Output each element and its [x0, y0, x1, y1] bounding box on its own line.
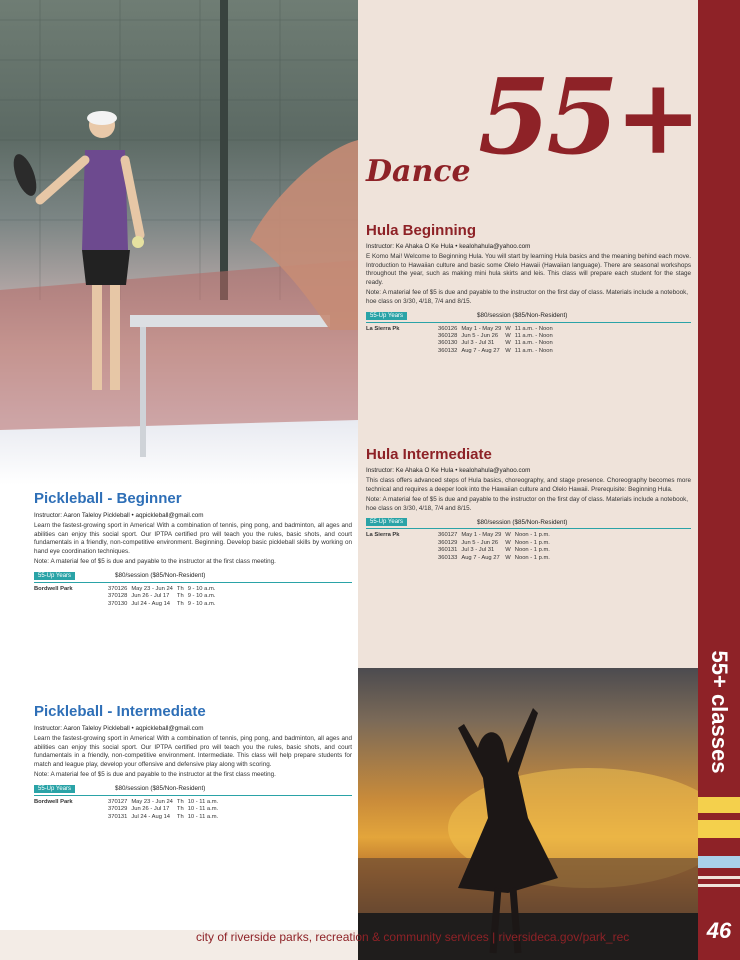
time: Noon - 1 p.m. [514, 547, 550, 554]
day: W [505, 532, 511, 539]
location-cell: La Sierra Pk [366, 325, 400, 332]
date-range: May 1 - May 29 [461, 532, 502, 539]
date-range: Jul 3 - Jul 31 [461, 547, 495, 554]
fee-row [366, 518, 691, 526]
age-badge: 55-Up Years [366, 312, 407, 320]
time: 10 - 11 a.m. [187, 813, 219, 820]
section-title: Hula Beginning [366, 222, 476, 239]
day: Th [176, 593, 184, 600]
time: Noon - 1 p.m. [514, 532, 550, 539]
pickleball-photo-illustration [0, 0, 358, 485]
hula-beginning-section [366, 222, 691, 355]
date-range: Jun 26 - Jul 17 [131, 806, 170, 813]
course-code: 360129 [438, 539, 458, 546]
age-badge: 55-Up Years [366, 518, 407, 526]
fee-text: $80/session ($85/Non-Resident) [115, 785, 206, 793]
color-stripe [698, 876, 740, 879]
table-row [34, 586, 219, 593]
section-title: Pickleball - Intermediate [34, 703, 206, 720]
location-cell: Bordwell Park [34, 585, 73, 592]
table-row [34, 601, 219, 608]
day: Th [176, 806, 184, 813]
pickleball-intermediate-section [34, 703, 352, 821]
course-code: 360126 [438, 325, 458, 332]
table-row [366, 540, 554, 547]
date-range: Jun 5 - Jun 26 [461, 332, 499, 339]
class-description: Learn the fastest-growing sport in America! With a combination of tennis, ping pong, and badminton, all ages and abilities can enjoy this social sport. Our IPTPA certified pro will teach you the rules, basic shots, and court fundamentals in a friendly, non-competitive environment. Intermediate. This class will help prepare students for match and league play, develop your offensive and defensive play along with scoring. [34, 735, 352, 768]
table-row [34, 593, 219, 600]
empty-cell [366, 547, 438, 554]
course-code: 370129 [108, 806, 128, 813]
age-badge: 55-Up Years [34, 572, 75, 580]
instructor-line: Instructor: Aaron Taleloy Pickleball • aqpickleball@gmail.com [34, 512, 204, 519]
date-range: Jun 5 - Jun 26 [461, 539, 499, 546]
time: 9 - 10 a.m. [187, 600, 216, 607]
empty-cell [366, 540, 438, 547]
table-row [34, 799, 222, 806]
hula-sunset-photo [358, 668, 698, 960]
time: Noon - 1 p.m. [514, 554, 550, 561]
day: Th [176, 600, 184, 607]
divider [34, 582, 352, 583]
time: Noon - 1 p.m. [514, 539, 550, 546]
time: 11 a.m. - Noon [514, 347, 553, 354]
table-row [366, 532, 554, 539]
section-title: Pickleball - Beginner [34, 490, 182, 507]
age-label: 55+ [478, 55, 698, 178]
time: 11 a.m. - Noon [514, 340, 553, 347]
course-code: 360130 [438, 340, 458, 347]
table-row [366, 326, 557, 333]
day: W [505, 554, 511, 561]
hula-intermediate-section [366, 446, 691, 562]
age-badge: 55-Up Years [34, 785, 75, 793]
day: W [505, 325, 511, 332]
time: 9 - 10 a.m. [187, 593, 216, 600]
empty-cell [366, 340, 438, 347]
date-range: Jul 24 - Aug 14 [131, 600, 171, 607]
course-code: 360132 [438, 347, 458, 354]
class-note: Note: A material fee of $5 is due and payable to the instructor at the first class meeting. [34, 771, 276, 779]
fee-row [34, 785, 352, 793]
instructor-line: Instructor: Ke Ahaka O Ke Hula • kealohahula@yahoo.com [366, 243, 531, 250]
course-code: 360133 [438, 554, 458, 561]
empty-cell [366, 348, 438, 355]
empty-cell [34, 806, 108, 813]
class-note: Note: A material fee of $5 is due and payable to the instructor on the first day of class. Materials include a notebook, hoe class on 3/30, 4/18, 7/4 and 8/15. [366, 289, 689, 305]
day: W [505, 332, 511, 339]
section-title: Hula Intermediate [366, 446, 492, 463]
course-code: 360127 [438, 532, 458, 539]
day: W [505, 340, 511, 347]
course-code: 370128 [108, 593, 128, 600]
sidebar-label: 55+ classes [707, 650, 732, 774]
course-code: 360128 [438, 332, 458, 339]
day: Th [176, 798, 184, 805]
dance-word: Dance [366, 154, 471, 189]
class-description: This class offers advanced steps of Hula basics, choreography, and stage presence. Choreography becomes more technical and requires a deeper look into the Hawaiian culture and Olelo Hawaii. Prerequisite: Beginning Hula. [366, 477, 691, 493]
table-row [366, 555, 554, 562]
empty-cell [366, 333, 438, 340]
day: W [505, 539, 511, 546]
time: 10 - 11 a.m. [187, 798, 219, 805]
class-description: E Komo Mai! Welcome to Beginning Hula. You will start by learning Hula basics and the meaning behind each move. Introduction to Hawaiian culture and basic some Olelo Hawaii (Hawaiian language). There are seasonal workshops throughout the year, such as making mini hula skirts and leis. This class will prepare each student for the stage ready. [366, 253, 691, 286]
divider [34, 795, 352, 796]
pickleball-beginner-section [34, 490, 352, 608]
day: W [505, 547, 511, 554]
footer-text: city of riverside parks, recreation & community services | riversideca.gov/park_rec [196, 930, 630, 944]
date-range: Aug 7 - Aug 27 [461, 347, 500, 354]
table-row [366, 333, 557, 340]
empty-cell [34, 601, 108, 608]
class-note: Note: A material fee of $5 is due and payable to the instructor at the first class meeting. [34, 558, 276, 566]
instructor-line: Instructor: Ke Ahaka O Ke Hula • kealohahula@yahoo.com [366, 467, 531, 474]
date-range: Jul 3 - Jul 31 [461, 340, 495, 347]
table-row [34, 814, 222, 821]
fee-row [34, 572, 352, 580]
fee-text: $80/session ($85/Non-Resident) [477, 518, 568, 526]
empty-cell [34, 814, 108, 821]
table-row [366, 340, 557, 347]
color-stripe [698, 856, 740, 868]
table-row [366, 547, 554, 554]
schedule-table [366, 532, 554, 562]
schedule-table [34, 799, 222, 821]
table-row [366, 348, 557, 355]
fee-row [366, 312, 691, 320]
course-code: 370126 [108, 585, 128, 592]
fee-text: $80/session ($85/Non-Resident) [115, 572, 206, 580]
date-range: May 23 - Jun 24 [131, 585, 173, 592]
color-stripe [698, 797, 740, 813]
schedule-table [34, 586, 219, 608]
course-code: 370131 [108, 813, 128, 820]
day: Th [176, 585, 184, 592]
divider [366, 528, 691, 529]
class-note: Note: A material fee of $5 is due and payable to the instructor on the first day of class. Materials include a notebook, hoe class on 3/30, 4/18, 7/4 and 8/15. [366, 496, 689, 512]
section-sidebar [698, 0, 740, 960]
hula-photo-illustration [358, 668, 698, 960]
time: 9 - 10 a.m. [187, 585, 216, 592]
time: 11 a.m. - Noon [514, 325, 553, 332]
location-cell: Bordwell Park [34, 798, 73, 805]
dance-55-header [366, 55, 698, 212]
instructor-line: Instructor: Aaron Taleloy Pickleball • aqpickleball@gmail.com [34, 725, 204, 732]
date-range: Aug 7 - Aug 27 [461, 554, 500, 561]
schedule-table [366, 326, 557, 356]
class-description: Learn the fastest-growing sport in America! With a combination of tennis, ping pong, and badminton, all ages and abilities can enjoy this social sport. Our IPTPA certified pro will teach you the rules, basic shots, and court fundamentals in a friendly, non-competitive environment. Beginning. Develop basic pickleball skills by working on hand eye coordination techniques. [34, 522, 352, 555]
table-row [34, 806, 222, 813]
course-code: 370130 [108, 600, 128, 607]
date-range: Jun 26 - Jul 17 [131, 593, 170, 600]
page-number: 46 [706, 918, 732, 943]
day: Th [176, 813, 184, 820]
location-cell: La Sierra Pk [366, 532, 400, 539]
day: W [505, 347, 511, 354]
course-code: 370127 [108, 798, 128, 805]
course-code: 360131 [438, 547, 458, 554]
fee-text: $80/session ($85/Non-Resident) [477, 312, 568, 320]
divider [366, 322, 691, 323]
empty-cell [34, 593, 108, 600]
empty-cell [366, 555, 438, 562]
color-stripe [698, 820, 740, 838]
date-range: May 1 - May 29 [461, 325, 502, 332]
pickleball-photo [0, 0, 358, 485]
date-range: May 23 - Jun 24 [131, 798, 173, 805]
date-range: Jul 24 - Aug 14 [131, 813, 171, 820]
color-stripe [698, 884, 740, 887]
time: 10 - 11 a.m. [187, 806, 219, 813]
time: 11 a.m. - Noon [514, 332, 553, 339]
